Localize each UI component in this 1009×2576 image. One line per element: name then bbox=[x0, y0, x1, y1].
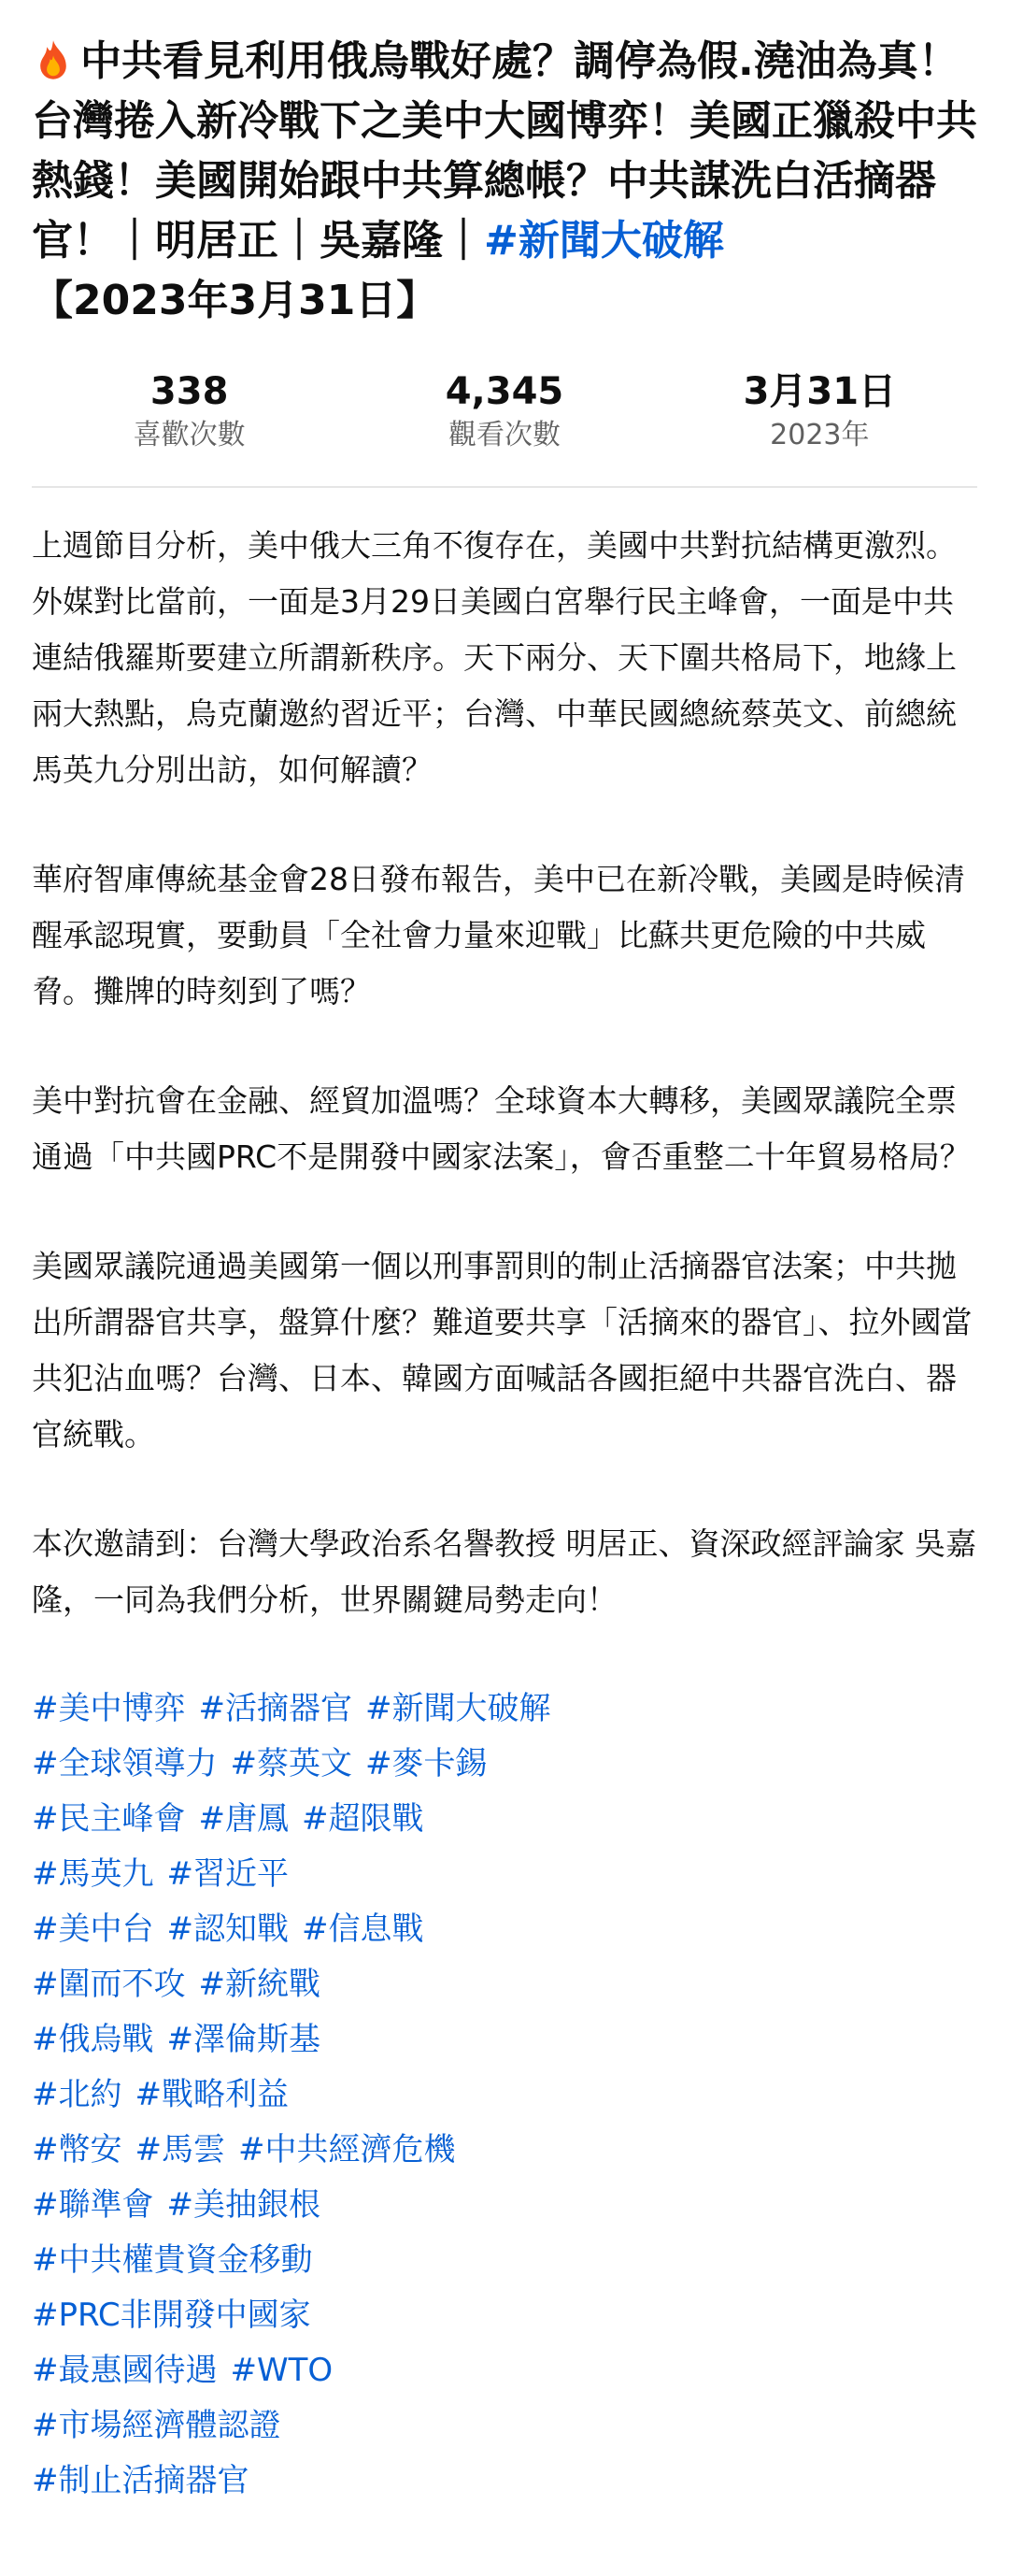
hashtag-line bbox=[32, 1902, 977, 1957]
likes-label: 喜歡次數 bbox=[133, 419, 246, 451]
hashtag-line bbox=[32, 2123, 977, 2178]
publish-year: 2023年 bbox=[770, 419, 870, 451]
hashtag-line bbox=[32, 2288, 977, 2343]
description-paragraph: 美中對抗會在金融、經貿加溫嗎？全球資本大轉移，美國眾議院全票通過「中共國PRC不是開發中國家法案」，會否重整二十年貿易格局？ bbox=[32, 1082, 971, 1175]
hashtag-link[interactable]: #中共經濟危機 bbox=[238, 2131, 456, 2168]
hashtag-line bbox=[32, 1957, 977, 2012]
hashtag-link[interactable]: #北約 bbox=[32, 2076, 122, 2113]
hashtag-link[interactable]: #馬英九 bbox=[32, 1855, 154, 1893]
hashtag-link[interactable]: #制止活摘器官 bbox=[32, 2462, 249, 2499]
hashtag-link[interactable]: #聯準會 bbox=[32, 2186, 154, 2224]
hashtag-link[interactable]: #超限戰 bbox=[302, 1800, 424, 1838]
hashtag-line bbox=[32, 1792, 977, 1847]
video-stats bbox=[32, 368, 977, 462]
publish-date: 3月31日 bbox=[743, 370, 897, 413]
video-title-date: 【2023年3月31日】 bbox=[32, 277, 438, 324]
hashtag-link[interactable]: #圍而不攻 bbox=[32, 1966, 186, 2003]
description-paragraph: 美國眾議院通過美國第一個以刑事罰則的制止活摘器官法案；中共拋出所謂器官共享，盤算什麼？難道要共享「活摘來的器官」、拉外國當共犯沾血嗎？台灣、日本、韓國方面喊話各國拒絕中共器官洗白、器官統戰。 bbox=[32, 1248, 973, 1453]
hashtag-line bbox=[32, 2343, 977, 2398]
hashtag-link[interactable]: #信息戰 bbox=[302, 1911, 424, 1948]
hashtag-line bbox=[32, 2233, 977, 2288]
description-paragraph: 本次邀請到：台灣大學政治系名譽教授 明居正、資深政經評論家 吳嘉隆，一同為我們分析，世界關鍵局勢走向！ bbox=[32, 1525, 976, 1618]
description-paragraph: 上週節目分析，美中俄大三角不復存在，美國中共對抗結構更激烈。外媒對比當前，一面是3月29日美國白宮舉行民主峰會，一面是中共連結俄羅斯要建立所謂新秩序。天下兩分、天下圍共格局下，地緣上兩大熱點，烏克蘭邀約習近平；台灣、中華民國總統蔡英文、前總統馬英九分別出訪，如何解讀？ bbox=[32, 527, 957, 788]
divider bbox=[32, 486, 977, 488]
hashtag-link[interactable]: #新聞大破解 bbox=[365, 1690, 551, 1727]
hashtag-list bbox=[32, 1682, 977, 2509]
hashtag-link[interactable]: #唐鳳 bbox=[198, 1800, 289, 1838]
views-count: 4,345 bbox=[445, 370, 564, 413]
hashtag-link[interactable]: #PRC非開發中國家 bbox=[32, 2297, 311, 2334]
hashtag-link[interactable]: #全球領導力 bbox=[32, 1745, 218, 1782]
hashtag-link[interactable]: #最惠國待遇 bbox=[32, 2352, 218, 2389]
hashtag-link[interactable]: #戰略利益 bbox=[135, 2076, 289, 2113]
title-hashtag-link[interactable]: #新聞大破解 bbox=[484, 217, 724, 265]
hashtag-link[interactable]: #習近平 bbox=[166, 1855, 289, 1893]
hashtag-line bbox=[32, 2178, 977, 2233]
hashtag-link[interactable]: #蔡英文 bbox=[230, 1745, 352, 1782]
likes-stat bbox=[32, 368, 347, 462]
hashtag-link[interactable]: #市場經濟體認證 bbox=[32, 2407, 281, 2444]
hashtag-line bbox=[32, 1847, 977, 1902]
video-description bbox=[32, 518, 977, 1628]
hashtag-link[interactable]: #幣安 bbox=[32, 2131, 122, 2168]
video-title-text: 中共看見利用俄烏戰好處？調停為假.澆油為真！台灣捲入新冷戰下之美中大國博弈！美國正獵殺中共熱錢！美國開始跟中共算總帳？中共謀洗白活摘器官！｜明居正｜吳嘉隆｜ bbox=[32, 37, 977, 265]
hashtag-line bbox=[32, 1737, 977, 1792]
hashtag-link[interactable]: #活摘器官 bbox=[198, 1690, 352, 1727]
hashtag-link[interactable]: #認知戰 bbox=[166, 1911, 289, 1948]
hashtag-link[interactable]: #美中博弈 bbox=[32, 1690, 186, 1727]
likes-count: 338 bbox=[149, 370, 229, 413]
views-stat bbox=[347, 368, 661, 462]
hashtag-line bbox=[32, 2012, 977, 2068]
hashtag-link[interactable]: #美抽銀根 bbox=[166, 2186, 320, 2224]
views-label: 觀看次數 bbox=[448, 419, 561, 451]
hashtag-link[interactable]: #馬雲 bbox=[135, 2131, 225, 2168]
date-stat bbox=[662, 368, 977, 462]
hashtag-link[interactable]: #新統戰 bbox=[198, 1966, 320, 2003]
hashtag-link[interactable]: #麥卡錫 bbox=[365, 1745, 488, 1782]
video-title bbox=[32, 0, 977, 331]
description-paragraph: 華府智庫傳統基金會28日發布報告，美中已在新冷戰，美國是時候清醒承認現實，要動員「全社會力量來迎戰」比蘇共更危險的中共威脅。攤牌的時刻到了嗎？ bbox=[32, 861, 965, 1009]
hashtag-line bbox=[32, 1682, 977, 1737]
hashtag-line bbox=[32, 2068, 977, 2123]
fire-icon bbox=[32, 38, 75, 81]
hashtag-line bbox=[32, 2398, 977, 2454]
hashtag-line bbox=[32, 2454, 977, 2509]
hashtag-link[interactable]: #中共權貴資金移動 bbox=[32, 2241, 313, 2279]
hashtag-link[interactable]: #WTO bbox=[230, 2352, 334, 2389]
hashtag-link[interactable]: #美中台 bbox=[32, 1911, 154, 1948]
hashtag-link[interactable]: #俄烏戰 bbox=[32, 2021, 154, 2058]
hashtag-link[interactable]: #民主峰會 bbox=[32, 1800, 186, 1838]
hashtag-link[interactable]: #澤倫斯基 bbox=[166, 2021, 320, 2058]
